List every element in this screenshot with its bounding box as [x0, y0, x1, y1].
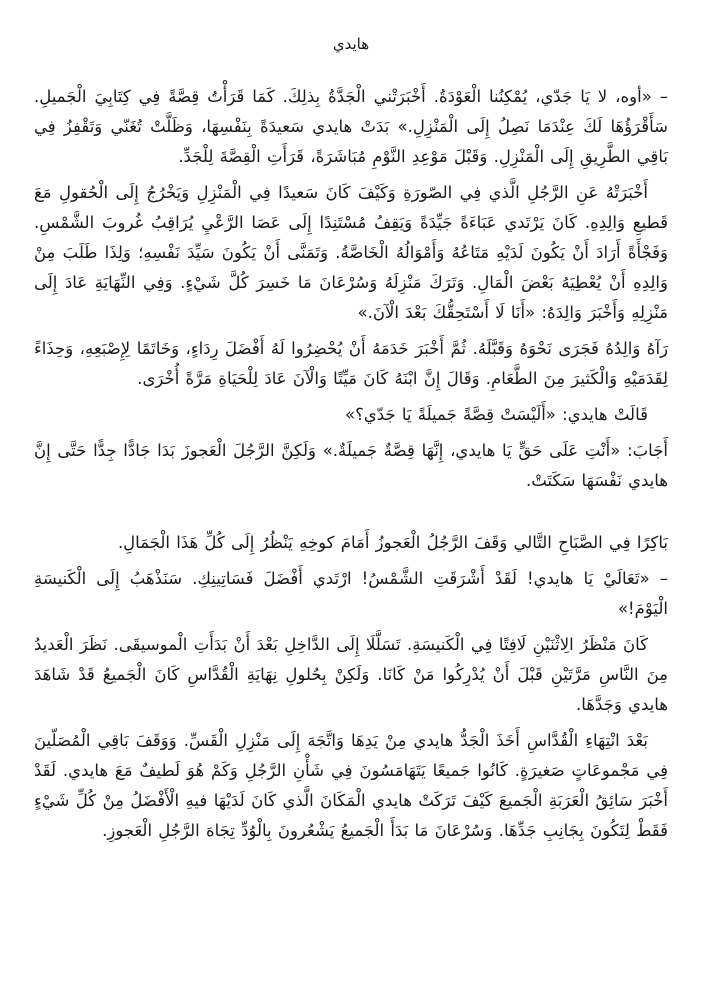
- paragraph: رَآهُ وَالِدُهُ فَجَرَى نَحْوَهُ وَقَبَّلَهُ. ثُمَّ أَخْبَرَ خَدَمَهُ أَنْ يُحْضِرُوا لَهُ أَفْضَلَ رِدَاءٍ، وَخَاتَمًا لِإِصْبَعِهِ، وَحِذَاءً لِقَدَمَيْهِ وَالْكَثيرَ مِنَ الطَّعَامِ. وَقَالَ إِنَّ ابْنَهُ كَانَ مَيِّتًا وَالْآنَ عَادَ لِلْحَيَاةِ مَرَّةً أُخْرَى.: [34, 339, 668, 388]
- story-section-1: [34, 82, 668, 496]
- paragraph: أَخْبَرَتْهُ عَنِ الرَّجُلِ الَّذي فِي الصّورَةِ وَكَيْفَ كَانَ سَعيدًا فِي الْمَنْزِلِ وَيَخْرُجُ إِلَى الْحُقولِ مَعَ قَطيعِ وَالِدِهِ. كَانَ يَرْتَدي عَبَاءَةً جَيِّدَةً وَيَقِفُ مُسْتَنِدًا إِلَى عَصَا الرَّعْيِ يُرَاقِبُ غُروبَ الشَّمْسِ. وَفَجْأَةً أَرَادَ أَنْ يَكُونَ لَدَيْهِ مَتَاعُهُ وَأَمْوَالُهُ الْخَاصَّةُ. وَتَمَنَّى أَنْ يَكُونَ سَيِّدَ نَفْسِهِ؛ وَلِذَا طَلَبَ مِنْ وَالِدِهِ أَنْ يُعْطِيَهُ بَعْضَ الْمَالِ. وَتَرَكَ مَنْزِلَهُ وَسُرْعَانَ مَا خَسِرَ كُلَّ شَيْءٍ. وَفِي النِّهَايَةِ عَادَ إِلَى مَنْزِلِهِ وَأَخْبَرَ وَالِدَهُ: «أَنَا لَا أَسْتَحِقُّكَ بَعْدَ الْآنَ.»: [34, 183, 668, 322]
- paragraph: بَعْدَ انْتِهَاءِ الْقُدَّاسِ أَخَذَ الْجَدُّ هايدي مِنْ يَدِهَا وَاتَّجَهَ إِلَى مَنْزِلِ الْقَسِّ. وَوَقَفَ بَاقِي الْمُصَلّينَ فِي مَجْموعَاتٍ صَغيرَةٍ. كَانُوا جَميعًا يَتَهَامَسُونَ فِي شَأْنِ الرَّجُلِ وَكَمْ هُوَ لَطيفٌ مَعَ هايدي. لَقَدْ أَخْبَرَ سَائِقُ الْعَرَبَةِ الْجَميعَ كَيْفَ تَرَكَتْ هايدي الْمَكَانَ الَّذي كَانَ لَدَيْهَا فيهِ الْأَفْضَلُ مِنْ كُلِّ شَيْءٍ فَقَطْ لِتَكُونَ بِجَانِبِ جَدِّهَا. وَسُرْعَانَ مَا بَدَأَ الْجَميعُ يَشْعُرونَ بِالْوُدِّ تِجَاهَ الرَّجُلِ الْعَجوزِ.: [34, 731, 668, 840]
- running-header: هايدي: [332, 35, 370, 53]
- paragraph: – «أوه، لا يَا جَدّي، يُمْكِنُنا الْعَوْدَةُ. أَخْبَرَتْني الْجَدَّةُ بِذلِكَ. كَمَا قَرَأْتُ قِصَّةً فِي كِتَابِيَ الْجَميلِ. سَأَقْرَؤُهَا لَكَ عِنْدَمَا نَصِلُ إِلَى الْمَنْزِلِ.» بَدَتْ هايدي سَعيدَةً بِنَفْسِهَا، وَظَلَّتْ تُغَنّي وَتَقْفِزُ فِي بَاقِي الطَّرِيقِ إِلَى الْمَنْزِلِ. وَقَبْلَ مَوْعِدِ النَّوْمِ مُبَاشَرَةً، قَرَأَتِ الْقِصَّةَ لِلْجَدِّ.: [34, 87, 668, 166]
- paragraph: قَالَتْ هايدي: «أَلَيْسَتْ قِصَّةً جَميلَةً يَا جَدّي؟»: [345, 405, 648, 424]
- paragraph: بَاكِرًا فِي الصَّبَاحِ التَّالي وَقَفَ الرَّجُلُ الْعَجوزُ أَمَامَ كوخِهِ يَنْظُرُ إِلَى كُلِّ هَذَا الْجَمَالِ.: [117, 533, 668, 552]
- paragraph: – «تَعَالَيْ يَا هايدي! لَقَدْ أَشْرَقَتِ الشَّمْسُ! ارْتَدي أَفْضَلَ فَسَاتِينِكِ. سَنَذْهَبُ إِلَى الْكَنيسَةِ الْيَوْمَ!»: [34, 569, 668, 618]
- paragraph: أَجَابَ: «أَنْتِ عَلَى حَقٍّ يَا هايدي، إِنَّهَا قِصَّةٌ جَميلَةٌ.» وَلَكِنَّ الرَّجُلَ الْعَجوزَ بَدَا جَادًّا جِدًّا حَتَّى إِنَّ هايدي نَفْسَهَا سَكَتَتْ.: [34, 441, 668, 490]
- book-page: [34, 34, 668, 980]
- story-section-2: [34, 528, 668, 846]
- section-break: [34, 502, 668, 528]
- paragraph: كَانَ مَنْظَرُ الِاثْنَيْنِ لَافِتًا فِي الْكَنيسَةِ. تَسَلَّلَا إِلَى الدَّاخِلِ بَعْدَ أَنْ بَدَأَتِ الْموسيقَى. نَظَرَ الْعَديدُ مِنَ النَّاسِ مَرَّتَيْنِ قَبْلَ أَنْ يُدْرِكُوا مَنْ كَانَا. وَلَكِنْ بِحُلولِ نِهَايَةِ الْقُدَّاسِ كَانَ الْجَميعُ قَدْ شَاهَدَ هايدي وَجَدَّهَا.: [34, 635, 668, 714]
